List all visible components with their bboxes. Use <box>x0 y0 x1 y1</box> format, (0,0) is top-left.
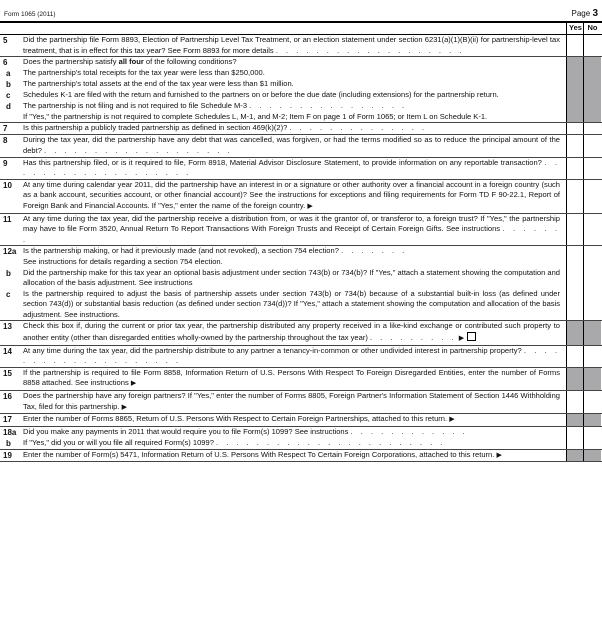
question-text: If the partnership is required to file Form 8858, Information Return of U.S. Persons With Respect To Foreign Disregarded Entities, enter the number of Forms 8858 attached. See instructions <box>23 367 560 388</box>
question-11: 11 At any time during the tax year, did the partnership receive a distribution from, or was it the grantor of, or transferor to, a foreign trust? If "Yes," the partnership may have to file Form 3520, Annual Return To Report Transactions With Foreign Trusts and Receipt of Certain Foreign Gifts. See instructions . . . . . . . <box>0 214 602 247</box>
question-14: 14 At any time during the tax year, did the partnership distribute to any partner a tenancy-in-common or other undivided interest in partnership property? . . . . . . . . . . . . . . . . . . . . <box>0 346 602 368</box>
question-7: 7 Is this partnership a publicly traded partnership as defined in section 469(k)(2)? . . . . . . . . . . . . . . <box>0 123 602 135</box>
no-box[interactable] <box>583 158 601 179</box>
yes-box <box>566 368 584 390</box>
question-text: At any time during the tax year, did the partnership distribute to any partner a tenancy-in-common or other undivided interest in partnership property? <box>23 345 522 355</box>
question-number: 7 <box>3 124 8 134</box>
question-number: 8 <box>3 136 8 146</box>
no-box[interactable] <box>583 391 601 413</box>
no-box[interactable] <box>583 35 601 56</box>
condition-a: The partnership's total receipts for the tax year were less than $250,000. <box>23 68 265 78</box>
condition-d: The partnership is not filing and is not required to file Schedule M-3 <box>23 101 248 111</box>
question-16 <box>0 391 602 414</box>
form-label: Form 1065 (2011) <box>4 11 56 18</box>
question-number: 14 <box>3 346 12 356</box>
question-9: 9 Has this partnership filed, or is it required to file, Form 8918, Material Advisor Disclosure Statement, to provide information on any reportable transaction? . . . . . . . . . . . . . . . . . . . <box>0 158 602 180</box>
arrow-icon: ▶ <box>130 380 137 388</box>
sub-label-b: b <box>6 80 11 90</box>
question-18b-text: If "Yes," did you or will you file all required Form(s) 1099? <box>23 437 214 447</box>
header-rule <box>0 21 602 23</box>
question-number: 18a <box>3 427 17 437</box>
question-number: 17 <box>3 415 12 425</box>
sub-label-b: b <box>6 268 11 278</box>
question-number: 12a <box>3 247 17 257</box>
question-number: 5 <box>3 36 8 45</box>
no-box <box>583 368 601 390</box>
question-number: 6 <box>3 58 8 68</box>
sub-label-c: c <box>6 91 11 101</box>
question-15 <box>0 368 602 391</box>
question-number: 13 <box>3 322 12 332</box>
yes-box[interactable] <box>566 57 584 122</box>
question-number: 10 <box>3 180 12 190</box>
sub-label-c: c <box>6 289 11 299</box>
page-number: 3 <box>592 8 598 19</box>
no-column-header: No <box>583 22 601 34</box>
question-text: At any time during calendar year 2011, did the partnership have an interest in or a signature or other authority over a financial account in a foreign country (such as a bank account, securities account, or other financial account)? See the instructions for exceptions and filing requirements for Form TD F 90-22.1, Report of Foreign Bank and Financial Accounts. If "Yes," enter the name of the foreign country. <box>23 179 560 210</box>
yes-box <box>566 450 584 462</box>
sub-label-b: b <box>6 438 11 448</box>
question-5: 5 Did the partnership file Form 8893, Election of Partnership Level Tax Treatment, or an election statement under section 6231(a)(1)(B)(ii) for partnership-level tax treatment, that is in effect for this tax year? See Form 8893 for more details . . . . . . . . . . . . . . . . . . . <box>0 35 602 57</box>
arrow-icon: ▶ <box>307 202 313 210</box>
question-17 <box>0 414 602 427</box>
question-number: 19 <box>3 450 12 460</box>
like-kind-checkbox[interactable] <box>467 332 476 341</box>
question-text: Enter the number of Form(s) 5471, Information Return of U.S. Persons With Respect To Certain Foreign Corporations, attached to this return. <box>23 449 495 459</box>
yes-box[interactable] <box>566 391 584 413</box>
yes-box[interactable] <box>566 135 584 156</box>
arrow-icon: ▶ <box>449 416 455 424</box>
question-text: Did the partnership file Form 8893, Election of Partnership Level Tax Treatment, or an election statement under section 6231(a)(1)(B)(ii) for partnership-level tax treatment, that is in effect for this tax year? See Form 8893 for more details <box>23 35 560 55</box>
question-text: During the tax year, did the partnership have any debt that was cancelled, was forgiven, or had the terms modified so as to reduce the principal amount of the debt? <box>23 135 560 155</box>
question-19 <box>0 450 602 463</box>
question-12: 12a Is the partnership making, or had it previously made (and not revoked), a section 754 election? . . . . . . . See instructions for details regarding a section 754 election. b Did the partnership make for this tax year an optional basis adjustment under section 743(b) or 734(b)? If "Yes," attach a statement showing the computation and allocation of the basis adjustment. See instructions c Is the partnership required to adjust the basis of partnership assets under section 743(b) or 734(b) because of a substantial built-in loss (as defined under section 743(d)) or substantial basis reduction (as defined under section 734(d))? If "Yes," attach a statement showing the computation and allocation of the basis adjustment. See instructions. <box>0 246 602 321</box>
question-text: Enter the number of Forms 8865, Return of U.S. Persons With Respect to Certain Foreign Partnerships, attached to this return. <box>23 414 448 424</box>
yes-box <box>566 321 584 344</box>
yes-box[interactable] <box>566 214 584 246</box>
question-10 <box>0 180 602 214</box>
no-box[interactable] <box>583 246 601 320</box>
yes-box[interactable] <box>566 346 584 367</box>
arrow-icon: ▶ <box>496 451 502 459</box>
no-box <box>583 450 601 462</box>
condition-d-note: If "Yes," the partnership is not required to complete Schedules L, M-1, and M-2; Item F on page 1 of Form 1065; or Item L on Schedule K-1. <box>23 111 488 121</box>
page-indicator <box>572 8 598 19</box>
no-box[interactable] <box>583 427 601 449</box>
question-12a-note: See instructions for details regarding a section 754 election. <box>23 256 223 266</box>
question-text: Check this box if, during the current or prior tax year, the partnership distributed any property received in a like-kind exchange or contributed such property to another entity (other than disregarded entities wholly-owned by the partnership throughout the tax year) <box>23 321 560 343</box>
no-box[interactable] <box>583 346 601 367</box>
no-box <box>583 321 601 344</box>
question-8: 8 During the tax year, did the partnership have any debt that was cancelled, was forgiven, or had the terms modified so as to reduce the principal amount of the debt? . . . . . . . . . . . . . . . . . . . <box>0 135 602 157</box>
no-box[interactable] <box>583 180 601 213</box>
question-18a-text: Did you make any payments in 2011 that would require you to file Form(s) 1099? See instructions <box>23 426 349 436</box>
sub-label-d: d <box>6 102 11 112</box>
no-box[interactable] <box>583 123 601 134</box>
question-12a-text: Is the partnership making, or had it previously made (and not revoked), a section 754 election? <box>23 246 339 256</box>
yes-column-header: Yes <box>566 22 584 34</box>
condition-b: The partnership's total assets at the end of the tax year were less than $1 million. <box>23 79 294 89</box>
sub-label-a: a <box>6 69 11 79</box>
question-number: 15 <box>3 368 12 378</box>
question-number: 11 <box>3 214 12 224</box>
arrow-icon: ▶ <box>121 403 127 411</box>
yes-box[interactable] <box>566 158 584 179</box>
no-box[interactable] <box>583 214 601 246</box>
no-box[interactable] <box>583 57 601 122</box>
yes-box <box>566 414 584 426</box>
yes-box[interactable] <box>566 180 584 213</box>
question-number: 9 <box>3 158 8 168</box>
no-box <box>583 414 601 426</box>
questions-list <box>0 34 602 462</box>
no-box[interactable] <box>583 135 601 156</box>
yes-box[interactable] <box>566 246 584 320</box>
question-number: 16 <box>3 392 12 402</box>
question-text: At any time during the tax year, did the partnership receive a distribution from, or was it the grantor of, or transferor to, a foreign trust? If "Yes," the partnership may have to file Form 3520, Annual Return To Report Transactions With Foreign Trusts and Receipt of Certain Foreign Gifts. See instructions <box>23 213 560 234</box>
yes-box[interactable] <box>566 123 584 134</box>
question-13: 13 Check this box if, during the current or prior tax year, the partnership distributed any property received in a like-kind exchange or contributed such property to another entity (other than disregarded entities wholly-owned by the partnership throughout the tax year) . . . . . . . . . ▶ <box>0 321 602 345</box>
question-text: Has this partnership filed, or is it required to file, Form 8918, Material Advisor Disclosure Statement, to provide information on any reportable transaction? <box>23 157 542 167</box>
question-text: Is this partnership a publicly traded partnership as defined in section 469(k)(2)? <box>23 123 288 133</box>
question-12c-text: Is the partnership required to adjust the basis of partnership assets under section 743(b) or 734(b) because of a substantial built-in loss (as defined under section 743(d)) or substantial basis reduction (as defined under section 734(d))? If "Yes," attach a statement showing the computation and allocation of the basis adjustment. See instructions. <box>23 288 560 319</box>
arrow-icon: ▶ <box>458 335 465 343</box>
question-text: Does the partnership satisfy all four of the following conditions? <box>23 57 237 67</box>
page-label: Page <box>571 9 591 18</box>
condition-c: Schedules K-1 are filed with the return and furnished to the partners on or before the due date (including extensions) for the partnership return. <box>23 90 499 100</box>
question-text: Does the partnership have any foreign partners? If "Yes," enter the number of Forms 8805, Foreign Partner's Information Statement of Section 1446 Withholding Tax, filed for this partnership. <box>23 391 560 411</box>
yes-box[interactable] <box>566 35 584 56</box>
yes-box[interactable] <box>566 427 584 449</box>
question-6: 6 Does the partnership satisfy all four of the following conditions? a The partnership's total receipts for the tax year were less than $250,000. b The partnership's total assets at the end of the tax year were less than $1 million. c Schedules K-1 are filed with the return and furnished to the partners on or before the due date (including extensions) for the partnership return. d The partnership is not filing and is not required to file Schedule M-3 . . . . . . . . . . . . . . . . If "Yes," the partnership is not required to complete Schedules L, M-1, and M-2; Item F on page 1 of Form 1065; or Item L on Schedule K-1. <box>0 57 602 123</box>
page-header <box>0 0 602 22</box>
question-12b-text: Did the partnership make for this tax year an optional basis adjustment under section 743(b) or 734(b)? If "Yes," attach a statement showing the computation and allocation of the basis adjustment. See instructions <box>23 267 560 288</box>
question-18: 18a Did you make any payments in 2011 that would require you to file Form(s) 1099? See instructions . . . . . . . . . . . . b If "Yes," did you or will you file all required Form(s) 1099? . . . . . . . . . . . . . . . . . . . . . . . <box>0 427 602 450</box>
